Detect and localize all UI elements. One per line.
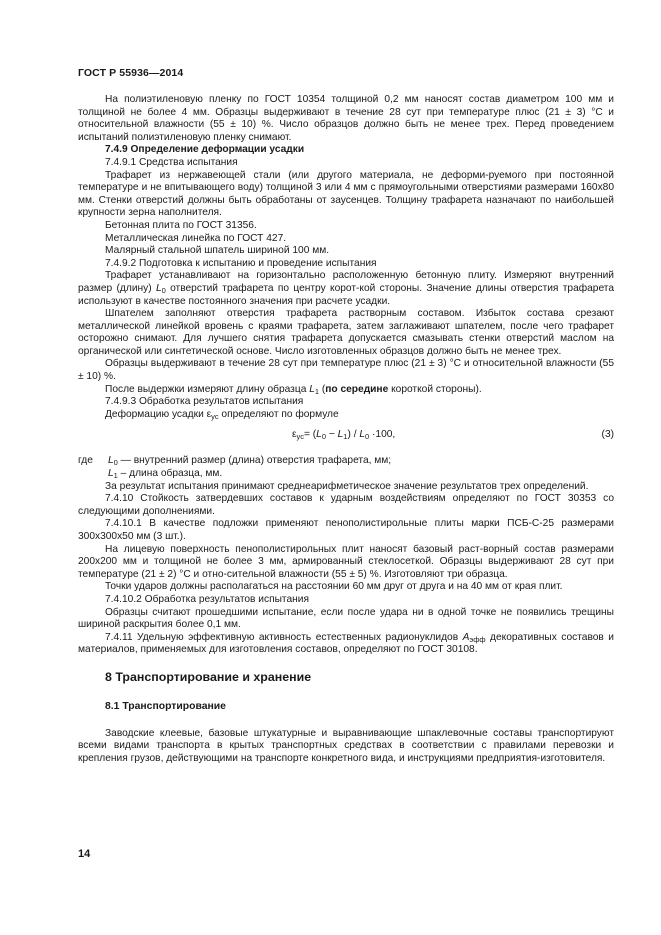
clause-heading-7-4-9: 7.4.9 Определение деформации усадки — [105, 144, 305, 156]
paragraph-7-4-11: 7.4.11 Удельную эффективную активность естественных радионуклидов $А_{эфф}$ декоративных составов и материалов, применяемых для изготовления составов, определяют по ГОСТ 30108. — [78, 631, 614, 656]
page-number: 14 — [78, 848, 91, 860]
paragraph: 7.4.9.3 Обработка результатов испытания — [105, 396, 304, 408]
paragraph: Точки ударов должны располагаться на расстоянии 60 мм друг от друга и на 40 мм от края плит. — [105, 581, 563, 593]
paragraph: 7.4.9.1 Средства испытания — [105, 156, 238, 168]
paragraph: На лицевую поверхность пенополистирольных плит наносят базовый раст-ворный состав размерами 200х200 мм и толщиной не более 3 мм, армированный стеклосеткой. Образцы выдерживают 28 сут при температуре (21 ± 2) °С и отно-сительной влажности (55 ± 5) %. Изготовляют три образца. — [78, 543, 614, 580]
paragraph: Малярный стальной шпатель шириной 100 мм. — [105, 245, 330, 257]
paragraph: Трафарет из нержавеющей стали (или другого материала, не деформи-руемого при постоянной температуре и не впитывающего воду) толщиной 3 или 4 мм с прямоугольными отверстиями размерами 160х80 мм. Стенки отверстий должны быть обработаны от заусенцев. Толщину трафарета назначают по наибольшей крупности зерна наполнителя. — [78, 169, 614, 219]
where-line-2: $L_1$ – длина образца, мм. — [108, 468, 223, 481]
paragraph-transport: Заводские клеевые, базовые штукатурные и выравнивающие шпаклевочные составы транспортируют всеми видами транспорта в крытых транспортных средствах в соответствии с правилами перевозки и крепления грузов, действующими на транспорте конкретного вида, и инструкциями предприятия-изготовителя. — [78, 727, 614, 764]
paragraph: 7.4.10 Стойкость затвердевших составов к ударным воздействиям определяют по ГОСТ 30353 со следующими дополнениями. — [78, 493, 614, 517]
paragraph-deformation: Деформацию усадки $\varepsilon_{ус}$ определяют по формуле — [105, 408, 339, 421]
paragraph: Образцы считают прошедшими испытание, если после удара ни в одной точке не появились трещины шириной раскрытия более 0,1 мм. — [78, 606, 614, 631]
paragraph: 7.4.9.2 Подготовка к испытанию и проведение испытания — [105, 257, 377, 269]
paragraph: Бетонная плита по ГОСТ 31356. — [105, 219, 257, 231]
paragraph: Шпателем заполняют отверстия трафарета растворным составом. Избыток состава срезают металлической линейкой вровень с краями трафарета, затем заглаживают шпателем, после чего трафарет осторожно снимают. Для лучшего снятия трафарета допускается смазывать стенки отверстий маслом на органической или синтетической основе. Число изготовленных образцов должно быть не менее трех. — [78, 308, 614, 357]
page-content — [78, 94, 614, 765]
paragraph: Образцы выдерживают в течение 28 сут при температуре плюс (21 ± 3) °С и относительной влажности (55 ± 10) %. — [78, 358, 614, 383]
where-line-1: где $L_0$ — внутренний размер (длина) отверстия трафарета, мм; — [78, 455, 392, 468]
paragraph-trafaret: Трафарет устанавливают на горизонтально расположенную бетонную плиту. Измеряют внутренний размер (длину) $L_0$ отверстий трафарета по центру корот-кой стороны. Значение длины отверстия трафарета используют в качестве постоянного значения при расчете усадки. — [78, 270, 615, 307]
formula-number: (3) — [601, 429, 614, 441]
section-8-1-heading: 8.1 Транспортирование — [105, 700, 226, 712]
formula-expression: $\varepsilon_{ус}= (L_0 - L_1) / L_0 \cdot 100$, — [292, 429, 396, 442]
paragraph: На полиэтиленовую пленку по ГОСТ 10354 толщиной 0,2 мм наносят состав диаметром 100 мм и толщиной не более 4 мм. Образцы выдерживают в течение 28 сут при температуре плюс (21 ± 3) °С и относительной влажности (55 ± 10) %. Число образцов должно быть не менее трех. Перед проведением испытаний полиэтиленовую пленку снимают. — [78, 94, 614, 143]
paragraph: 7.4.10.1 В качестве подложки применяют пенополистирольные плиты марки ПСБ-С-25 размерами 300х300х50 мм (3 шт.). — [78, 518, 614, 542]
section-8-heading: 8 Транспортирование и хранение — [105, 669, 312, 684]
paragraph: За результат испытания принимают среднеарифметическое значение результатов трех определений. — [105, 480, 589, 492]
formula-3 — [78, 429, 614, 443]
paragraph-after-curing: После выдержки измеряют длину образца $L_1$ (по середине короткой стороны). — [105, 383, 482, 396]
document-header: ГОСТ Р 55936—2014 — [78, 67, 184, 79]
paragraph: Металлическая линейка по ГОСТ 427. — [105, 232, 287, 244]
paragraph: 7.4.10.2 Обработка результатов испытания — [105, 593, 309, 605]
